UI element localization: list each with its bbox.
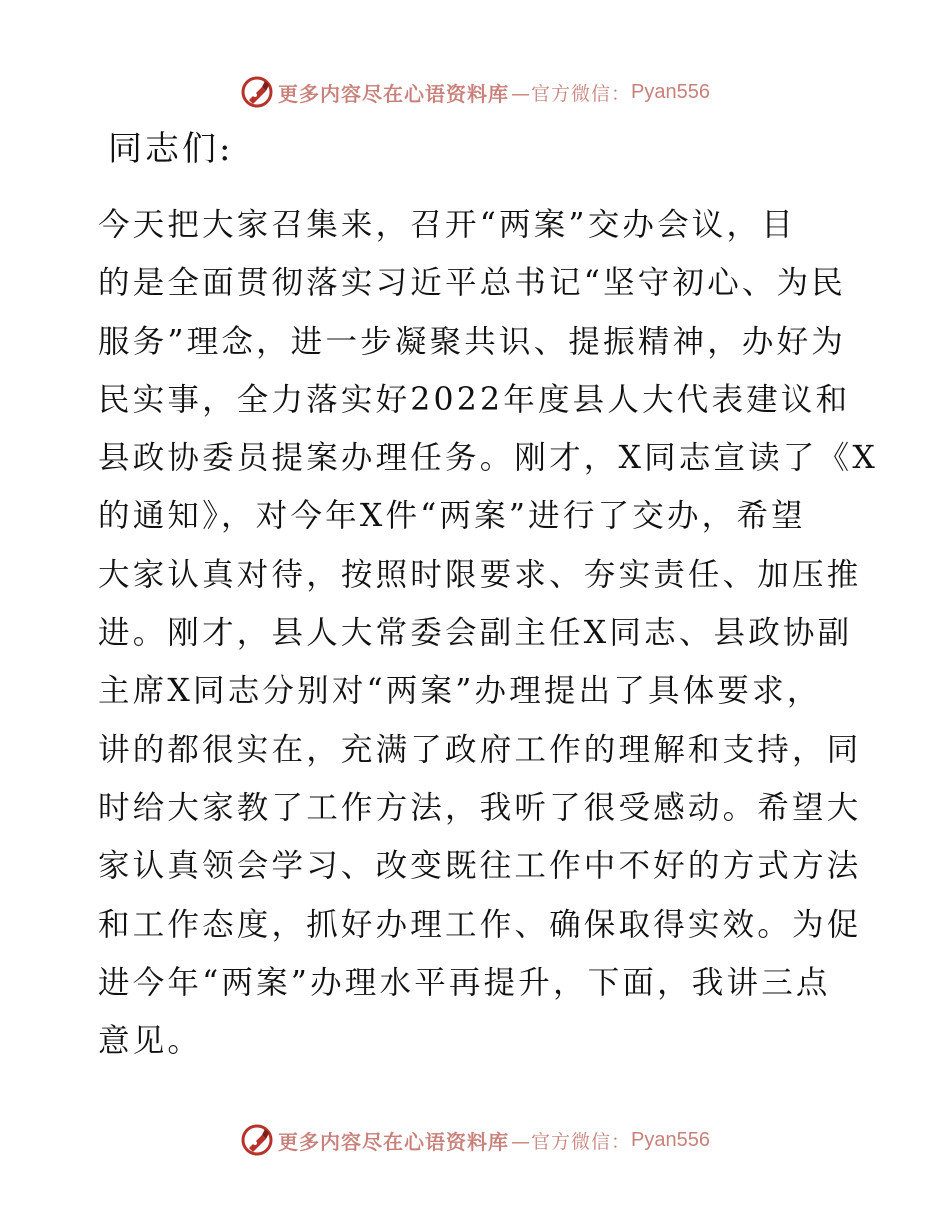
- text-line: 进今年“两案”办理水平再提升，下面，我讲三点: [98, 964, 831, 1001]
- pen-nib-logo-icon: [240, 75, 274, 109]
- watermark-sub-text: —官方微信：: [511, 1130, 632, 1153]
- text-line: 今天把大家召集来，召开“两案”交办会议，目: [98, 207, 796, 243]
- text-line: 服务”理念，进一步凝聚共识、提振精神，办好为: [98, 323, 847, 360]
- salutation: 同志们:: [108, 129, 234, 169]
- watermark-wechat-id: Pyan556: [631, 1128, 710, 1151]
- text-line: 的是全面贯彻落实习近平总书记“坚守初心、为民: [98, 265, 847, 302]
- pen-nib-logo-icon: [240, 1123, 274, 1157]
- header-watermark: [0, 72, 950, 112]
- text-line: 和工作态度，抓好办理工作、确保取得实效。为促: [98, 906, 862, 943]
- text-line: 的通知》，对今年X件“两案”进行了交办，希望: [98, 498, 806, 535]
- text-line: 家认真领会学习、改变既往工作中不好的方式方法: [98, 848, 862, 885]
- watermark-main-text: 更多内容尽在心语资料库: [278, 81, 509, 106]
- text-line: 意见。: [98, 1023, 203, 1060]
- watermark-wechat-id: Pyan556: [631, 80, 710, 103]
- text-line: 讲的都很实在，充满了政府工作的理解和支持，同: [98, 731, 862, 768]
- footer-watermark: [0, 1120, 950, 1160]
- watermark-main-text: 更多内容尽在心语资料库: [278, 1129, 509, 1154]
- paragraph: [98, 196, 878, 1070]
- text-line: 大家认真对待，按照时限要求、夯实责任、加压推: [98, 556, 862, 593]
- text-line: 主席X同志分别对“两案”办理提出了具体要求，: [98, 673, 822, 710]
- text-line: 时给大家教了工作方法，我听了很受感动。希望大: [98, 789, 862, 826]
- text-line: 民实事，全力落实好2022年度县人大代表建议和: [98, 381, 851, 418]
- document-body: [98, 120, 878, 1070]
- watermark-sub-text: —官方微信：: [511, 82, 632, 105]
- text-line: 进。刚才，县人大常委会副主任X同志、县政协副: [98, 615, 853, 652]
- text-line: 县政协委员提案办理任务。刚才，X同志宣读了《X: [98, 440, 878, 477]
